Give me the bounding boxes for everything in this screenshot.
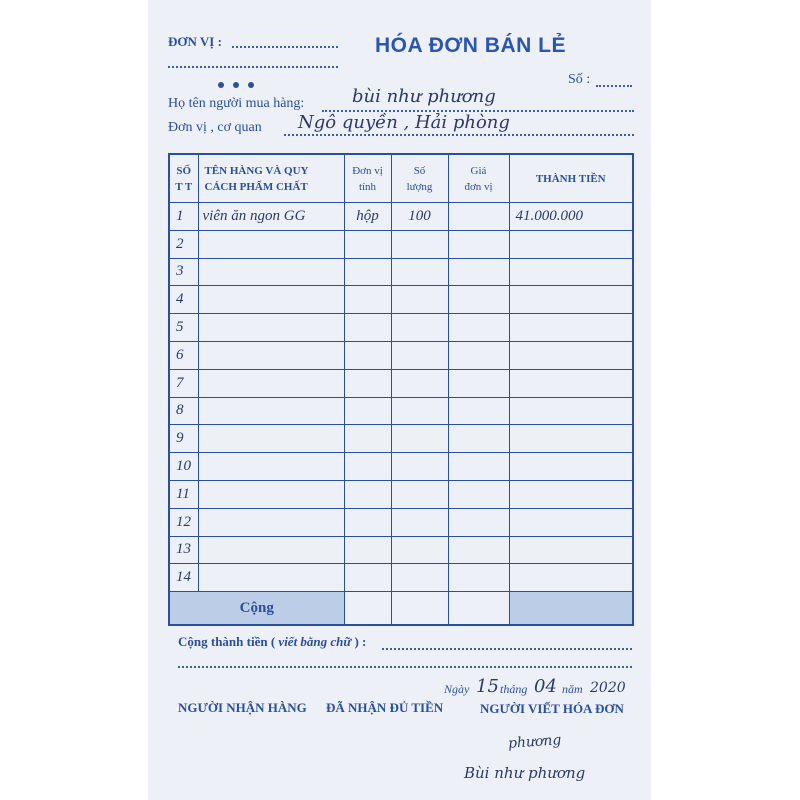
- buyer-org-value: Ngô quyền , Hải phòng: [298, 112, 510, 133]
- date-month: 04: [534, 676, 557, 697]
- cell-price: [448, 314, 509, 342]
- cell-price: [448, 536, 509, 564]
- cell-unit: [344, 286, 391, 314]
- cell-stt: 5: [169, 314, 198, 342]
- cell-name: [198, 286, 344, 314]
- cell-unit: [344, 314, 391, 342]
- header-name: [198, 154, 344, 203]
- cell-amount: [509, 564, 633, 592]
- table-row: [169, 453, 633, 481]
- header-stt: [169, 154, 198, 203]
- total-words-dots: [382, 648, 632, 650]
- table-row: [169, 397, 633, 425]
- cell-price: [448, 230, 509, 258]
- cell-unit: [344, 508, 391, 536]
- header-line: lượng: [406, 180, 433, 193]
- cell-qty: [391, 369, 448, 397]
- cell-qty: [391, 536, 448, 564]
- unit-dotted-line-2: [168, 66, 338, 68]
- header-qty: [391, 154, 448, 203]
- cell-name: [198, 508, 344, 536]
- cell-name: [198, 480, 344, 508]
- cell-unit: [344, 425, 391, 453]
- invoice-number-label: Số :: [568, 72, 591, 87]
- header-line: Đơn vị: [352, 164, 383, 177]
- cell-unit: [344, 369, 391, 397]
- cell-stt: 3: [169, 258, 198, 286]
- cell-name: [198, 397, 344, 425]
- table-header-row: [169, 154, 633, 203]
- cell-qty: [391, 425, 448, 453]
- header-line: Giá: [470, 164, 487, 177]
- cell-unit: [344, 564, 391, 592]
- header-amount: [509, 154, 633, 203]
- cell-stt: 4: [169, 286, 198, 314]
- cell-unit: [344, 536, 391, 564]
- cell-price: [448, 564, 509, 592]
- cell-name: [198, 314, 344, 342]
- cell-amount: [509, 453, 633, 481]
- table-row: [169, 341, 633, 369]
- cell-amount: [509, 508, 633, 536]
- cell-amount: [509, 341, 633, 369]
- table-row: [169, 286, 633, 314]
- cell-qty: [391, 508, 448, 536]
- invoice-number-dots: [596, 85, 632, 87]
- cell-unit: [344, 230, 391, 258]
- cell-price: [448, 258, 509, 286]
- cell-qty: [391, 258, 448, 286]
- cell-price: [448, 453, 509, 481]
- cell-stt: 12: [169, 508, 198, 536]
- cell-unit: [344, 397, 391, 425]
- total-label: Cộng: [169, 592, 344, 626]
- total-in-words-label: Cộng thành tiền ( viết bằng chữ ) :: [178, 634, 367, 649]
- cell-qty: [391, 314, 448, 342]
- buyer-name-value: bùi như phương: [352, 86, 496, 107]
- table-row: [169, 258, 633, 286]
- cell-qty: [391, 341, 448, 369]
- unit-label: ĐƠN VỊ :: [168, 34, 222, 49]
- cell-unit: [344, 480, 391, 508]
- cell-amount: [509, 480, 633, 508]
- cell-stt: 9: [169, 425, 198, 453]
- cell-price: [448, 508, 509, 536]
- header-line: T T: [175, 180, 193, 193]
- header-line: CÁCH PHẨM CHẤT: [204, 180, 308, 193]
- cell-name: [198, 341, 344, 369]
- total-cell-amount: [509, 592, 633, 626]
- cell-amount: [509, 536, 633, 564]
- table-row: [169, 425, 633, 453]
- header-line: TÊN HÀNG VÀ QUY: [204, 164, 309, 177]
- header-price: [448, 154, 509, 203]
- cell-price: [448, 397, 509, 425]
- cell-qty: [391, 564, 448, 592]
- table-row: [169, 230, 633, 258]
- table-row: [169, 203, 633, 231]
- cell-stt: 13: [169, 536, 198, 564]
- cell-price: [448, 480, 509, 508]
- date-year: 2020: [590, 680, 626, 696]
- table-row: [169, 369, 633, 397]
- total-cell-unit: [344, 592, 391, 626]
- cell-unit: hộp: [344, 203, 391, 231]
- table-row: [169, 314, 633, 342]
- cell-amount: [509, 425, 633, 453]
- date-year-label: năm: [562, 682, 583, 696]
- cell-name: [198, 230, 344, 258]
- cell-amount: 41.000.000: [509, 203, 633, 231]
- cell-stt: 6: [169, 341, 198, 369]
- total-row: [169, 592, 633, 626]
- cell-qty: 100: [391, 203, 448, 231]
- signature-short: phương: [507, 732, 562, 752]
- header-line: THÀNH TIỀN: [535, 172, 606, 185]
- total-cell-price: [448, 592, 509, 626]
- date-day: 15: [476, 676, 499, 697]
- cell-stt: 2: [169, 230, 198, 258]
- cell-amount: [509, 397, 633, 425]
- cell-price: [448, 203, 509, 231]
- cell-unit: [344, 453, 391, 481]
- cell-name: [198, 536, 344, 564]
- cell-name: [198, 369, 344, 397]
- cell-qty: [391, 286, 448, 314]
- cell-price: [448, 341, 509, 369]
- header-line: tính: [358, 180, 377, 193]
- table-row: [169, 536, 633, 564]
- header-line: đơn vị: [464, 180, 493, 193]
- cell-amount: [509, 258, 633, 286]
- total-cell-qty: [391, 592, 448, 626]
- buyer-org-dots: [284, 134, 634, 136]
- receiver-label: NGƯỜI NHẬN HÀNG: [178, 700, 307, 715]
- unit-dotted-line: [232, 46, 338, 48]
- cell-price: [448, 286, 509, 314]
- cell-stt: 11: [169, 480, 198, 508]
- invoice-title: HÓA ĐƠN BÁN LẺ: [375, 34, 566, 57]
- signature-full: Bùi như phương: [464, 764, 586, 782]
- invoice-table: [168, 153, 634, 626]
- ornament-dots: [218, 73, 263, 92]
- cell-amount: [509, 314, 633, 342]
- cell-name: viên ăn ngon GG: [198, 203, 344, 231]
- cell-qty: [391, 397, 448, 425]
- cell-qty: [391, 230, 448, 258]
- header-line: SỐ: [176, 164, 192, 177]
- cell-qty: [391, 453, 448, 481]
- header-line: Số: [413, 164, 426, 177]
- cell-amount: [509, 369, 633, 397]
- cell-unit: [344, 258, 391, 286]
- cell-qty: [391, 480, 448, 508]
- table-row: [169, 480, 633, 508]
- total-words-dots-2: [178, 666, 632, 668]
- writer-label: NGƯỜI VIẾT HÓA ĐƠN: [480, 701, 624, 716]
- cell-stt: 1: [169, 203, 198, 231]
- date-month-label: tháng: [500, 682, 528, 696]
- table-row: [169, 508, 633, 536]
- date-day-label: Ngày: [444, 682, 470, 696]
- cell-amount: [509, 286, 633, 314]
- cell-name: [198, 425, 344, 453]
- cell-stt: 7: [169, 369, 198, 397]
- cell-stt: 14: [169, 564, 198, 592]
- buyer-name-label: Họ tên người mua hàng:: [168, 96, 305, 111]
- cell-amount: [509, 230, 633, 258]
- buyer-org-label: Đơn vị , cơ quan: [168, 120, 262, 135]
- cell-price: [448, 369, 509, 397]
- header-unit: [344, 154, 391, 203]
- table-row: [169, 564, 633, 592]
- cell-price: [448, 425, 509, 453]
- cell-stt: 8: [169, 397, 198, 425]
- cell-name: [198, 258, 344, 286]
- cell-name: [198, 564, 344, 592]
- paid-label: ĐÃ NHẬN ĐỦ TIỀN: [326, 700, 444, 715]
- cell-unit: [344, 341, 391, 369]
- cell-name: [198, 453, 344, 481]
- cell-stt: 10: [169, 453, 198, 481]
